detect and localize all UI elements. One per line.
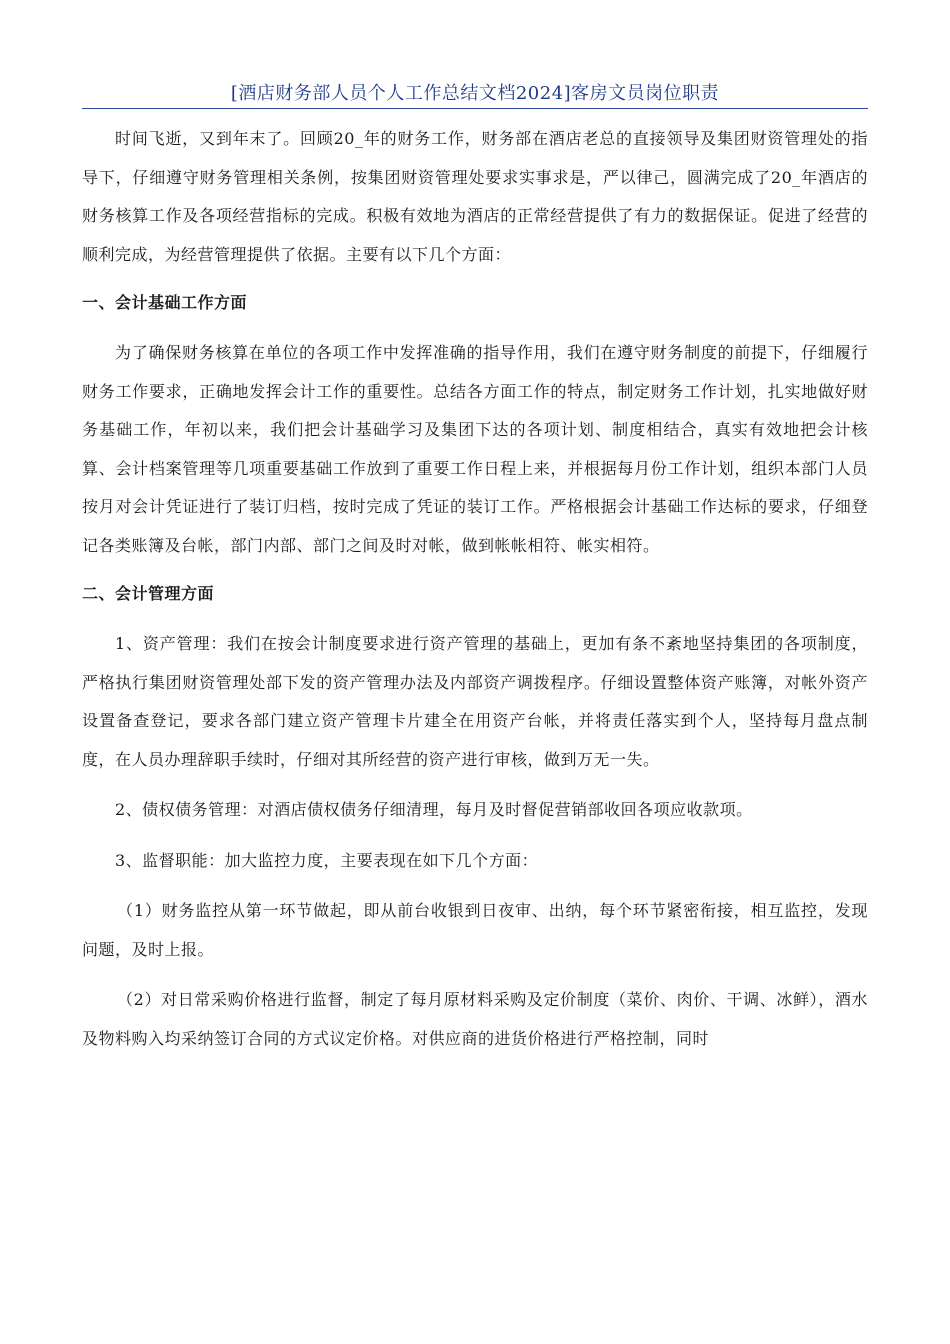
document-title: [酒店财务部人员个人工作总结文档2024]客房文员岗位职责 — [230, 83, 720, 104]
section-heading-accounting-basics: 一、会计基础工作方面 — [82, 293, 248, 312]
item-debt-management: 2、债权债务管理：对酒店债权债务仔细清理，每月及时督促营销部收回各项应收款项。 — [115, 800, 753, 819]
title-underline — [82, 108, 868, 109]
section1-paragraph: 为了确保财务核算在单位的各项工作中发挥准确的指导作用，我们在遵守财务制度的前提下，仔细履行财务工作要求，正确地发挥会计工作的重要性。总结各方面工作的特点，制定财务工作计划，扎实地做好财务基础工作，年初以来，我们把会计基础学习及集团下达的各项计划、制度相结合，真实有效地把会计核算、会计档案管理等几项重要基础工作放到了重要工作日程上来，并根据每月份工作计划，组织本部门人员按月对会计凭证进行了装订归档，按时完成了凭证的装订工作。严格根据会计基础工作达标的要求，仔细登记各类账簿及台帐，部门内部、部门之间及时对帐，做到帐帐相符、帐实相符。 — [82, 343, 868, 555]
section-heading-accounting-management: 二、会计管理方面 — [82, 584, 215, 603]
sub-item-procurement-pricing: （2）对日常采购价格进行监督，制定了每月原材料采购及定价制度（菜价、肉价、干调、冰鲜），酒水及物料购入均采纳签订合同的方式议定价格。对供应商的进货价格进行严格控制，同时 — [82, 990, 868, 1048]
item-asset-management: 1、资产管理：我们在按会计制度要求进行资产管理的基础上，更加有条不紊地坚持集团的各项制度，严格执行集团财资管理处部下发的资产管理办法及内部资产调拨程序。仔细设置整体资产账簿，对帐外资产设置备查登记，要求各部门建立资产管理卡片建全在用资产台帐，并将责任落实到个人，坚持每月盘点制度，在人员办理辞职手续时，仔细对其所经营的资产进行审核，做到万无一失。 — [82, 634, 868, 769]
document-body — [82, 120, 868, 1058]
sub-item-financial-monitoring: （1）财务监控从第一环节做起，即从前台收银到日夜审、出纳，每个环节紧密衔接，相互监控，发现问题，及时上报。 — [82, 901, 868, 959]
item-supervision: 3、监督职能：加大监控力度，主要表现在如下几个方面： — [115, 850, 539, 870]
intro-paragraph: 时间飞逝，又到年末了。回顾20_年的财务工作，财务部在酒店老总的直接领导及集团财资管理处的指导下，仔细遵守财务管理相关条例，按集团财资管理处要求实事求是，严以律己，圆满完成了20_年酒店的财务核算工作及各项经营指标的完成。积极有效地为酒店的正常经营提供了有力的数据保证。促进了经营的顺利完成，为经营管理提供了依据。主要有以下几个方面： — [82, 129, 868, 264]
